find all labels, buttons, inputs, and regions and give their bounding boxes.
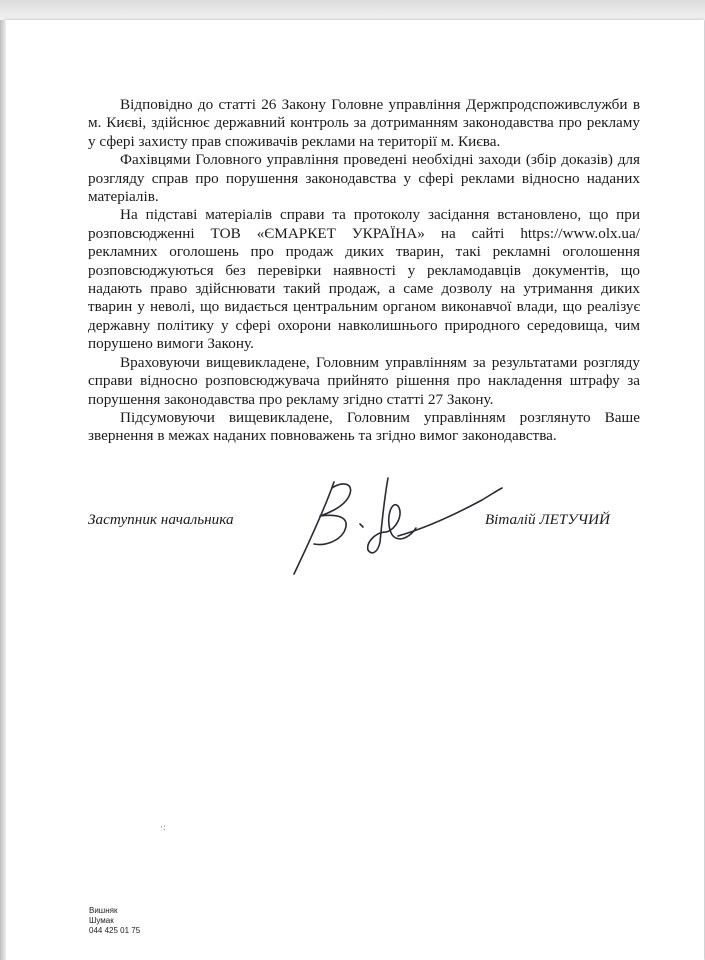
paragraph-5: Підсумовуючи вищевикладене, Головним управлінням розглянуто Ваше звернення в межах наданих повноважень та згідно вимог законодавства.: [88, 408, 640, 445]
footer-line-2: Шумак: [89, 916, 114, 925]
scan-left-edge: [0, 20, 6, 960]
signature-row: [88, 511, 640, 535]
paragraph-2: Фахівцями Головного управління проведені необхідні заходи (збір доказів) для розгляду справ про порушення законодавства у сфері реклами відносно наданих матеріалів.: [88, 151, 640, 206]
scan-top-strip: [0, 0, 705, 20]
paragraph-4: Враховуючи вищевикладене, Головним управлінням за результатами розгляду справи відносно розповсюджувача прийнято рішення про накладення штрафу за порушення законодавства про рекламу згідно статті 27 Закону.: [88, 353, 640, 408]
paragraph-1: Відповідно до статті 26 Закону Головне управління Держпродспоживслужби в м. Києві, здійснює державний контроль за дотриманням законодавства про рекламу у сфері захисту прав споживачів реклами на території м. Києва.: [88, 96, 640, 150]
footer-line-1: Вишняк: [89, 906, 118, 915]
signatory-position: Заступник начальника: [88, 511, 234, 528]
paragraph-3: На підставі матеріалів справи та протоколу засідання встановлено, що при розповсюдженні ТОВ «ЄМАРКЕТ УКРАЇНА» на сайті https://www.olx.ua/ рекламних оголошень про продаж диких тварин, такі рекламні оголошення розповсюджуються без перевірки наявності у рекламодавців документів, що надають право здійснювати такий продаж, а саме дозволу на утримання диких тварин у неволі, що видається центральним органом виконавчої влади, що реалізує державну політику у сфері охорони навколишнього природного середовища, чим порушено вимоги Закону.: [88, 206, 640, 353]
scan-speck: ·:: [160, 822, 166, 832]
signatory-name: Віталій ЛЕТУЧИЙ: [484, 511, 610, 528]
letter-body: [88, 96, 640, 446]
executor-footer: [89, 906, 140, 936]
footer-phone: 044 425 01 75: [89, 926, 141, 935]
